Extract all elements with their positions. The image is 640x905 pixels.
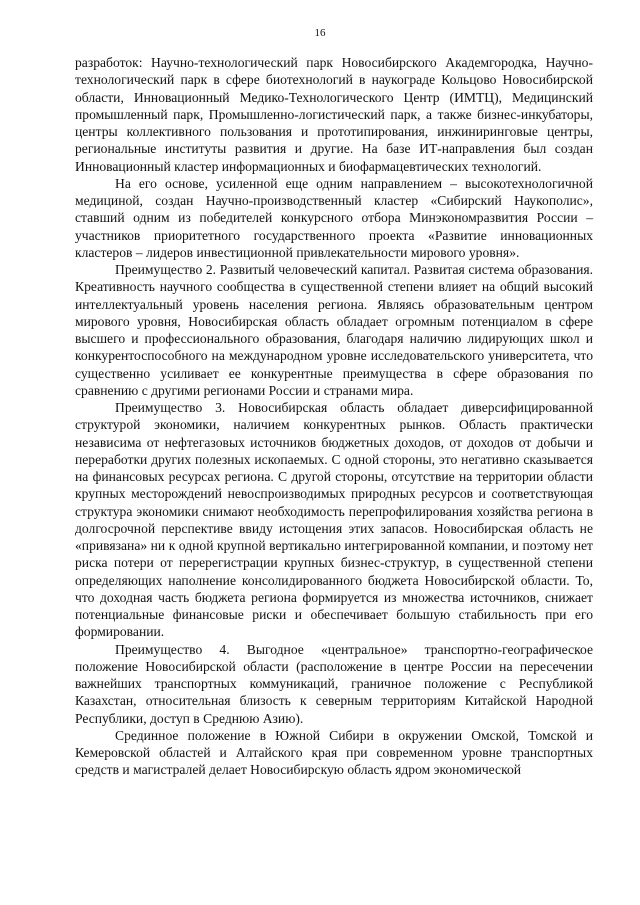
paragraph-4: Преимущество 3. Новосибирская область обладает диверсифицированной структурой экономики, наличием конкурентных рынков. Область практически независима от нефтегазовых источников бюджетных доходов, от доходов от добычи и переработки других полезных ископаемых. С одной стороны, это негативно сказывается на финансовых ресурсах региона. С другой стороны, отсутствие на территории области крупных месторождений невоспроизводимых природных ресурсов и соответствующая структура экономики снимают необходимость перепрофилирования хозяйства региона в долгосрочной перспективе ввиду истощения этих запасов. Новосибирская область не «привязана» ни к одной крупной вертикально интегрированной компании, и поэтому нет риска потери от перерегистрации крупных бизнес-структур, в существенной степени определяющих наполнение консолидированного бюджета Новосибирской области. То, что доходная часть бюджета региона формируется из множества источников, снижает потенциальные финансовые риски и обеспечивает большую стабильность при его формировании. [75,400,593,640]
paragraph-6: Срединное положение в Южной Сибири в окружении Омской, Томской и Кемеровской областей и Алтайского края при современном уровне транспортных средств и магистралей делает Новосибирскую область ядром экономической [75,727,593,778]
page-number: 16 [314,27,326,39]
paragraph-5: Преимущество 4. Выгодное «центральное» транспортно-географическое положение Новосибирской области (расположение в центре России на пересечении важнейших транспортных коммуникаций, граничное положение с Республикой Казахстан, относительная близость к северным территориям Китайской Народной Республики, доступ в Среднюю Азию). [75,641,593,726]
document-body [75,54,593,779]
paragraph-1: разработок: Научно-технологический парк Новосибирского Академгородка, Научно-технологический парк в сфере биотехнологий в наукограде Кольцово Новосибирской области, Инновационный Медико-Технологического Центр (ИМТЦ), Медицинский промышленный парк, Промышленно-логистический парк, а также бизнес-инкубаторы, центры коллективного пользования и прототипирования, инжиниринговые центры, региональные институты развития и другие. На базе ИТ-направления был создан Инновационный кластер информационных и биофармацевтических технологий. [75,55,593,174]
paragraph-2: На его основе, усиленной еще одним направлением – высокотехнологичной медициной, создан Научно-производственный кластер «Сибирский Наукополис», ставший одним из победителей конкурсного отбора Минэкономразвития России – участников приоритетного государственного проекта «Развитие инновационных кластеров – лидеров инвестиционной привлекательности мирового уровня». [75,175,593,260]
paragraph-3: Преимущество 2. Развитый человеческий капитал. Развитая система образования. Креативность научного сообщества в существенной степени влияет на общий высокий интеллектуальный уровень населения региона. Являясь образовательным центром мирового уровня, Новосибирская область обладает огромным потенциалом в сфере высшего и профессионального образования, благодаря наличию лидирующих школ и конкурентоспособного на международном уровне исследовательского университета, что существенно усиливает ее конкурентные преимущества в сфере образования по сравнению с другими регионами России и странами мира. [75,262,593,398]
